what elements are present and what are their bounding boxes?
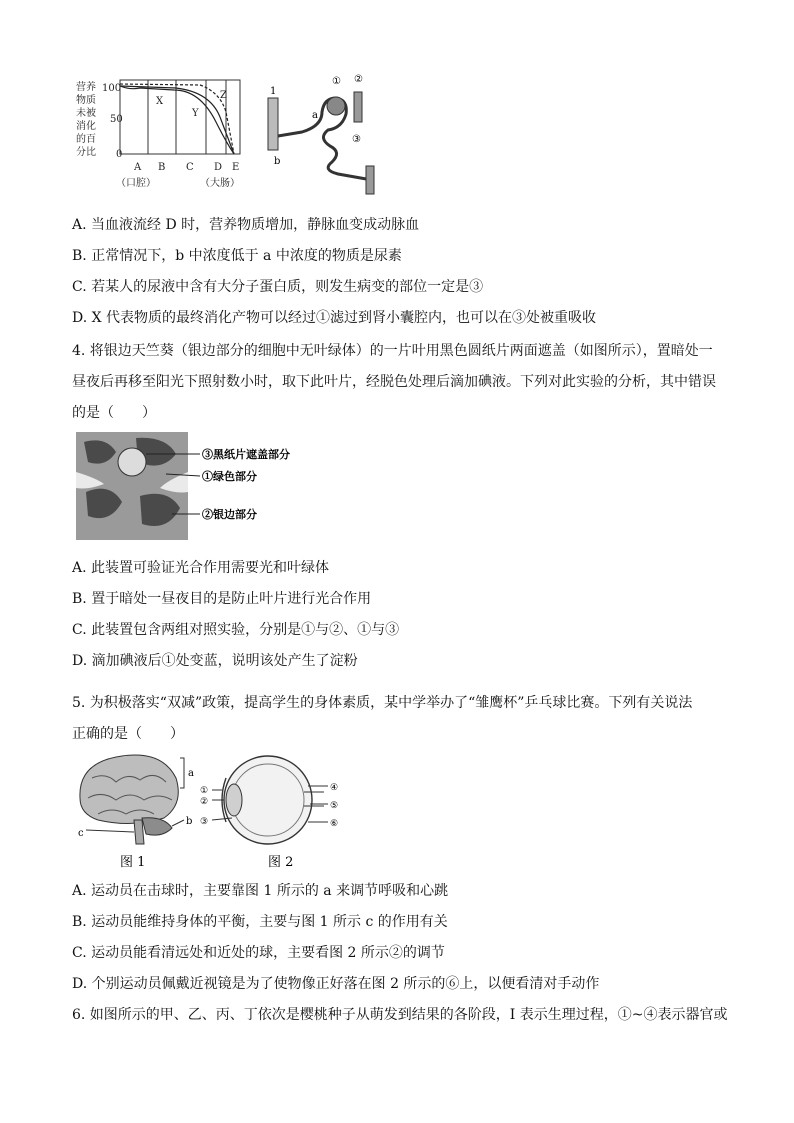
- x-tick-label: C: [186, 162, 194, 173]
- lens: [226, 784, 242, 816]
- label-top-left: 1: [270, 86, 277, 97]
- y-tick-label: 50: [110, 114, 123, 125]
- curve-label-z: Z: [220, 90, 227, 101]
- y-axis-label-line: 消化: [76, 121, 96, 132]
- bracket-a: [180, 758, 184, 788]
- region-note-large-intestine: （大肠）: [200, 178, 240, 189]
- figure-1-caption: 图 1: [120, 855, 146, 870]
- q3-option-c: C. 若某人的尿液中含有大分子蛋白质，则发生病变的部位一定是③: [72, 279, 484, 295]
- brain-eye-figures: [72, 748, 362, 872]
- eye-label-2: ②: [200, 797, 209, 807]
- q4-stem-line: 4. 将银边天竺葵（银边部分的细胞中无叶绿体）的一片叶用黑色圆纸片两面遮盖（如图所示），置暗处一: [72, 343, 713, 359]
- q3-option-b: B. 正常情况下，b 中浓度低于 a 中浓度的物质是尿素: [72, 248, 402, 264]
- eye-label-4: ④: [330, 783, 339, 793]
- eye-label-5: ⑤: [330, 801, 339, 811]
- eye-label-6: ⑥: [330, 819, 339, 829]
- x-tick-label: D: [214, 162, 223, 173]
- leader-line: [86, 830, 134, 832]
- q4-option-b: B. 置于暗处一昼夜目的是防止叶片进行光合作用: [72, 591, 372, 607]
- nephron-diagram: [262, 70, 392, 200]
- x-tick-label: B: [158, 162, 166, 173]
- y-axis-label-line: 营养: [76, 82, 96, 93]
- label-circle-1: ①: [332, 76, 341, 87]
- brain-cerebellum: [142, 818, 172, 835]
- q4-option-a: A. 此装置可验证光合作用需要光和叶绿体: [72, 560, 330, 576]
- q3-option-d: D. X 代表物质的最终消化产物可以经过①滤过到肾小囊腔内，也可以在③处被重吸收: [72, 310, 597, 326]
- leader-line: [172, 820, 184, 826]
- lower-right-tube: [366, 166, 374, 194]
- q5-stem-line: 5. 为积极落实“双减”政策，提高学生的身体素质，某中学举办了“雏鹰杯”乒乓球比赛。下列有关说法: [72, 695, 693, 711]
- q4-option-c: C. 此装置包含两组对照实验，分别是①与②、①与③: [72, 622, 400, 638]
- y-axis-label-line: 分比: [76, 147, 96, 158]
- left-tube: [268, 98, 278, 150]
- curve-label-y: Y: [192, 108, 199, 119]
- figure-2-caption: 图 2: [268, 855, 294, 870]
- y-tick-label: 0: [116, 149, 123, 160]
- y-tick-label: 100: [102, 83, 122, 94]
- upper-right-tube: [354, 92, 362, 122]
- digestion-chart: [70, 72, 250, 202]
- x-tick-label: A: [134, 162, 142, 173]
- curve-label-x: X: [156, 96, 164, 107]
- label-green-part: ①绿色部分: [202, 470, 257, 483]
- eye-label-3: ③: [200, 817, 209, 827]
- x-tick-label: E: [232, 162, 240, 173]
- y-axis-label-line: 的百: [76, 134, 96, 145]
- eye-label-1: ①: [200, 786, 209, 796]
- q4-option-d: D. 滴加碘液后①处变蓝，说明该处产生了淀粉: [72, 653, 358, 669]
- label-c: c: [78, 828, 84, 839]
- q4-stem-line: 的是（ ）: [72, 405, 156, 421]
- q5-option-c: C. 运动员能看清远处和近处的球，主要看图 2 所示②的调节: [72, 945, 445, 961]
- q5-stem-line: 正确的是（ ）: [72, 726, 184, 742]
- glomerulus-shape: [327, 97, 345, 115]
- q5-option-a: A. 运动员在击球时，主要靠图 1 所示的 a 来调节呼吸和心跳: [72, 883, 449, 899]
- label-covered-part: ③黑纸片遮盖部分: [202, 448, 290, 461]
- brain-cerebrum: [80, 755, 178, 824]
- label-a: a: [188, 768, 194, 779]
- q6-stem-line: 6. 如图所示的甲、乙、丙、丁依次是樱桃种子从萌发到结果的各阶段，I 表示生理过程，①~④表示器官或: [72, 1007, 728, 1023]
- curve-z: [120, 84, 234, 154]
- q3-option-a: A. 当血液流经 D 时，营养物质增加，静脉血变成动脉血: [72, 217, 420, 233]
- y-axis-label-line: 物质: [76, 95, 96, 106]
- label-a: a: [312, 110, 318, 121]
- label-b: b: [274, 156, 281, 167]
- region-note-mouth: （口腔）: [116, 178, 156, 189]
- q5-option-b: B. 运动员能维持身体的平衡，主要与图 1 所示 c 的作用有关: [72, 914, 448, 930]
- label-b: b: [186, 816, 193, 827]
- q5-option-d: D. 个别运动员佩戴近视镜是为了使物像正好落在图 2 所示的⑥上，以便看清对手动作: [72, 976, 600, 992]
- brain-stem: [134, 820, 144, 844]
- label-circle-3: ③: [352, 134, 361, 145]
- label-silver-edge: ②银边部分: [202, 508, 257, 521]
- black-paper-disc: [118, 448, 146, 476]
- leaf-figure: [76, 432, 306, 542]
- q4-stem-line: 昼夜后再移至阳光下照射数小时，取下此叶片，经脱色处理后滴加碘液。下列对此实验的分析，其中错误: [72, 374, 716, 390]
- label-circle-2: ②: [354, 74, 363, 85]
- y-axis-label-line: 未被: [76, 108, 96, 119]
